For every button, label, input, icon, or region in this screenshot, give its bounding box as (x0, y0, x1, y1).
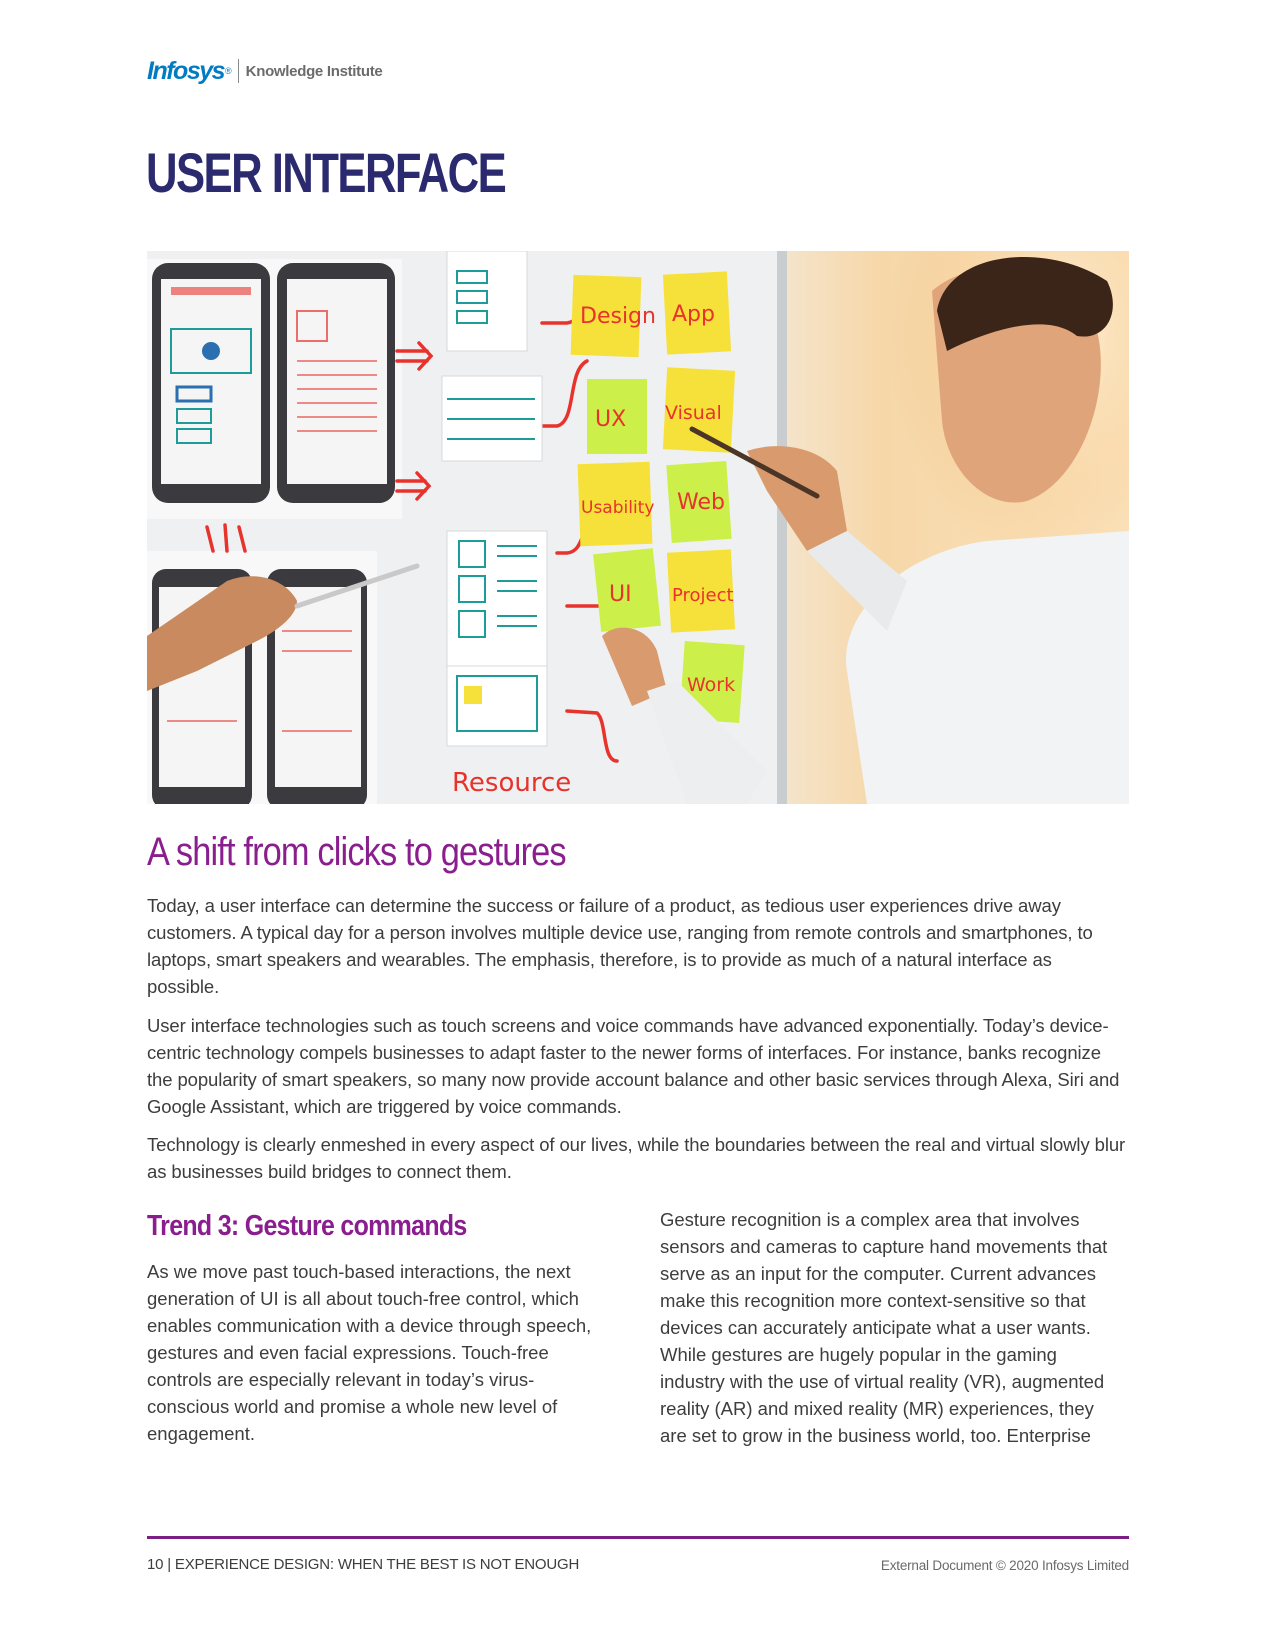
trend-heading: Trend 3: Gesture commands (147, 1210, 467, 1242)
sticky-note-web: Web (677, 490, 725, 515)
page-title: USER INTERFACE (146, 141, 506, 204)
registered-mark: ® (225, 66, 232, 76)
sticky-note-usability: Usability (581, 498, 655, 518)
sticky-note-work: Work (687, 674, 736, 696)
infosys-logo (147, 56, 382, 86)
footer-page-label: 10 | EXPERIENCE DESIGN: WHEN THE BEST IS NOT ENOUGH (147, 1556, 580, 1573)
brand-name: Infosys (147, 56, 225, 85)
section-heading: A shift from clicks to gestures (147, 830, 566, 874)
sticky-note-project: Project (672, 585, 734, 606)
board-text-resource: Resource (452, 768, 572, 798)
sticky-note-design: Design (580, 304, 656, 329)
body-paragraph: Technology is clearly enmeshed in every aspect of our lives, while the boundaries between the real and virtual slowly blur as businesses build bridges to connect them. (147, 1134, 1126, 1182)
logo-divider (238, 59, 239, 83)
phone-sketch-icon (147, 259, 402, 519)
footer-divider (147, 1536, 1129, 1539)
sticky-note-ux: UX (595, 407, 627, 432)
body-paragraph: Today, a user interface can determine the success or failure of a product, as tedious user experiences drive away customers. A typical day for a person involves multiple device use, ranging from remote controls and smartphones, to laptops, smart speakers and wearables. The emphasis, therefore, is to provide as much of a natural interface as possible. (147, 895, 1093, 997)
footer-copyright: External Document © 2020 Infosys Limited (880, 1558, 1129, 1573)
sticky-note-visual: Visual (665, 402, 722, 424)
body-paragraph: User interface technologies such as touch screens and voice commands have advanced exponentially. Today’s device-centric technology compels businesses to adapt faster to the newer forms of interfaces. For instance, banks recognize the popularity of smart speakers, so many now provide account balance and other basic services through Alexa, Siri and Google Assistant, which are triggered by voice commands. (147, 1015, 1120, 1117)
sticky-note-ui: UI (609, 582, 632, 607)
trend-right-column: Gesture recognition is a complex area that involves sensors and cameras to capture hand movements that serve as an input for the computer. Current advances make this recognition more context-sensitive so that devices can accurately anticipate what a user wants. While gestures are hugely popular in the gaming industry with the use of virtual reality (VR), augmented reality (AR) and mixed reality (MR) experiences, they are set to grow in the business world, too. Enterprise (660, 1209, 1108, 1446)
sticky-note-app: App (672, 302, 715, 327)
subbrand-name: Knowledge Institute (245, 62, 383, 80)
hero-photo (147, 251, 1129, 804)
trend-left-column: As we move past touch-based interactions, the next generation of UI is all about touch-free control, which enables communication with a device through speech, gestures and even facial expressions. Touch-free controls are especially relevant in today’s virus-conscious world and promise a whole new level of engagement. (147, 1261, 592, 1444)
